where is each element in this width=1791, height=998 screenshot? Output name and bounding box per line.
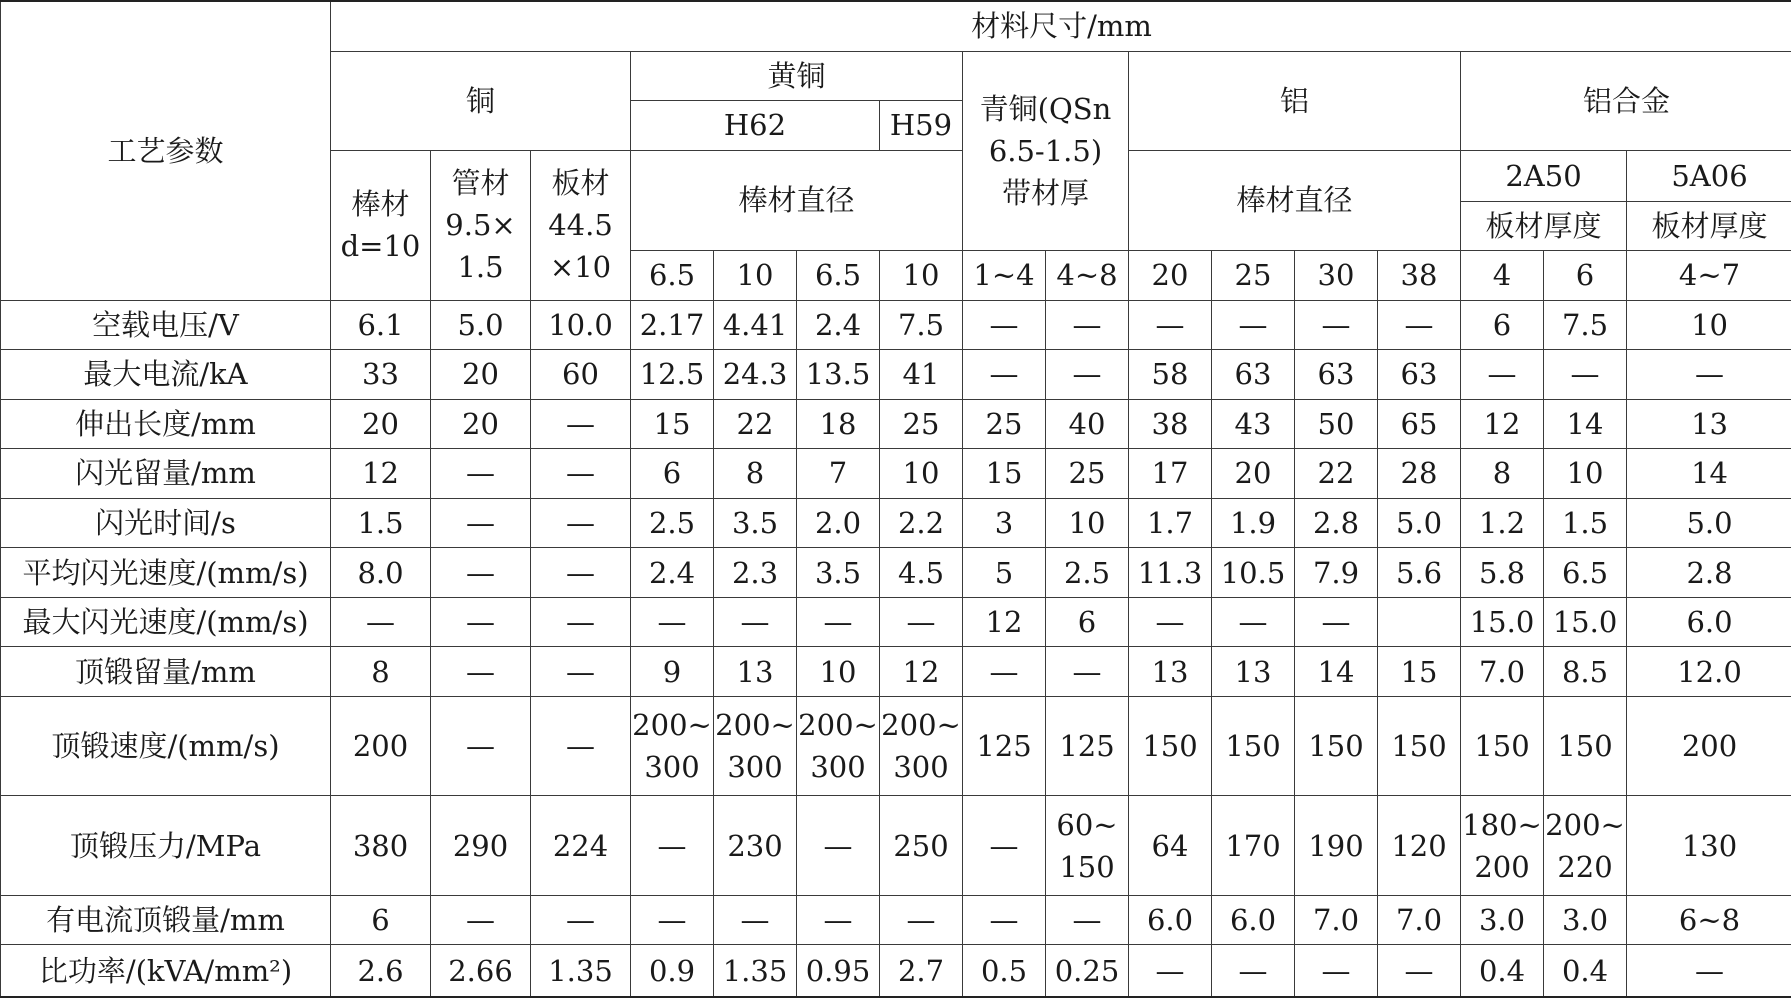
value-cell: 6.1 (331, 300, 431, 349)
copper-tube-header (431, 150, 531, 300)
value-cell: — (963, 796, 1046, 896)
brass-header: 黄铜 (631, 51, 963, 100)
value-cell: — (631, 598, 714, 647)
value-cell: 2.2 (880, 498, 963, 547)
value-cell: 150 (1461, 697, 1544, 796)
table-row (1, 399, 1791, 448)
value-cell: 170 (1212, 796, 1295, 896)
value-cell: 12 (963, 598, 1046, 647)
value-cell: 15.0 (1461, 598, 1544, 647)
value-cell: — (880, 598, 963, 647)
value-cell: 43 (1212, 399, 1295, 448)
value-cell: 15 (963, 448, 1046, 498)
value-cell: 13.5 (797, 349, 880, 399)
value-cell: 20 (1212, 448, 1295, 498)
value-cell: — (531, 399, 631, 448)
value-cell: 2.8 (1627, 548, 1791, 598)
value-cell: 15.0 (1544, 598, 1627, 647)
value-cell: — (531, 697, 631, 796)
value-cell: — (714, 896, 797, 945)
value-cell: 25 (963, 399, 1046, 448)
value-cell: — (1129, 945, 1212, 997)
row-label: 最大电流/kA (1, 349, 331, 399)
brass-rod-diameter-header: 棒材直径 (631, 150, 963, 250)
value-cell: 8.0 (331, 548, 431, 598)
value-cell: 200 (1627, 697, 1791, 796)
value-cell (1378, 598, 1461, 647)
value-cell: 10 (880, 448, 963, 498)
value-cell: 150 (1212, 697, 1295, 796)
bronze-line-2: 6.5-1.5) (988, 133, 1103, 168)
value-cell: — (431, 498, 531, 547)
value-cell: — (1046, 349, 1129, 399)
value-cell: — (631, 896, 714, 945)
value-cell: 180~ 200 (1461, 796, 1544, 896)
value-cell: 6 (631, 448, 714, 498)
value-cell: 250 (880, 796, 963, 896)
value-cell: 22 (714, 399, 797, 448)
a5a06-header (1627, 150, 1791, 250)
al-alloy-header: 铝合金 (1461, 51, 1791, 150)
value-cell: — (431, 448, 531, 498)
table-row (1, 647, 1791, 697)
bronze-line-3: 带材厚 (1001, 175, 1089, 210)
size-cell: 30 (1295, 250, 1378, 300)
size-cell: 10 (714, 250, 797, 300)
value-cell: 14 (1627, 448, 1791, 498)
value-cell: 10 (1627, 300, 1791, 349)
size-cell: 4~8 (1046, 250, 1129, 300)
value-cell: 150 (1129, 697, 1212, 796)
row-label: 平均闪光速度/(mm/s) (1, 548, 331, 598)
value-cell: 0.9 (631, 945, 714, 997)
value-cell: 6~8 (1627, 896, 1791, 945)
value-cell: — (1046, 300, 1129, 349)
value-cell: 14 (1295, 647, 1378, 697)
table-row (1, 300, 1791, 349)
size-cell: 4~7 (1627, 250, 1791, 300)
value-cell: — (1627, 945, 1791, 997)
value-cell: 18 (797, 399, 880, 448)
a2a50-label: 2A50 (1461, 151, 1626, 202)
value-cell: — (797, 896, 880, 945)
size-cell: 20 (1129, 250, 1212, 300)
value-cell: 10 (797, 647, 880, 697)
value-cell: 9 (631, 647, 714, 697)
value-cell: — (1378, 300, 1461, 349)
value-cell: 38 (1129, 399, 1212, 448)
value-cell: 200~ 300 (714, 697, 797, 796)
h62-header: H62 (631, 100, 880, 150)
value-cell: 6.5 (1544, 548, 1627, 598)
value-cell: — (431, 647, 531, 697)
size-cell: 4 (1461, 250, 1544, 300)
table-row (1, 697, 1791, 796)
value-cell: 2.0 (797, 498, 880, 547)
plate-size-line-3: ×10 (549, 250, 612, 285)
value-cell: 2.17 (631, 300, 714, 349)
value-cell: 2.5 (631, 498, 714, 547)
value-cell: — (1212, 300, 1295, 349)
row-label: 闪光留量/mm (1, 448, 331, 498)
value-cell: — (1544, 349, 1627, 399)
value-cell: 1.2 (1461, 498, 1544, 547)
value-cell: — (431, 548, 531, 598)
value-cell: 150 (1295, 697, 1378, 796)
value-cell: — (1295, 598, 1378, 647)
value-cell: — (714, 598, 797, 647)
value-cell: 12 (1461, 399, 1544, 448)
value-cell: 7.0 (1378, 896, 1461, 945)
value-cell: 290 (431, 796, 531, 896)
value-cell: 190 (1295, 796, 1378, 896)
value-cell: 0.5 (963, 945, 1046, 997)
value-cell: 4.41 (714, 300, 797, 349)
value-cell: 22 (1295, 448, 1378, 498)
value-cell: 24.3 (714, 349, 797, 399)
value-cell: — (1295, 945, 1378, 997)
size-cell: 6.5 (797, 250, 880, 300)
value-cell: 2.3 (714, 548, 797, 598)
tube-size-line-3: 1.5 (457, 250, 504, 285)
value-cell: 6 (331, 896, 431, 945)
value-cell: 6.0 (1627, 598, 1791, 647)
value-cell: 10 (1046, 498, 1129, 547)
value-cell: 41 (880, 349, 963, 399)
value-cell: 0.4 (1461, 945, 1544, 997)
value-cell: 7.0 (1295, 896, 1378, 945)
value-cell: 130 (1627, 796, 1791, 896)
value-cell: — (1295, 300, 1378, 349)
value-cell: 6 (1046, 598, 1129, 647)
value-cell: 7.5 (1544, 300, 1627, 349)
table-row (1, 896, 1791, 945)
table-row (1, 448, 1791, 498)
value-cell: 5.8 (1461, 548, 1544, 598)
value-cell: 3.5 (714, 498, 797, 547)
aluminum-header: 铝 (1129, 51, 1461, 150)
value-cell: — (1129, 598, 1212, 647)
value-cell: — (1046, 647, 1129, 697)
value-cell: 13 (714, 647, 797, 697)
value-cell: — (1378, 945, 1461, 997)
value-cell: 63 (1212, 349, 1295, 399)
value-cell: 33 (331, 349, 431, 399)
table-row (1, 548, 1791, 598)
value-cell: 3.0 (1544, 896, 1627, 945)
bronze-header (963, 51, 1129, 250)
value-cell: — (1212, 945, 1295, 997)
value-cell: 63 (1378, 349, 1461, 399)
value-cell: — (431, 697, 531, 796)
al-rod-diameter-header: 棒材直径 (1129, 150, 1461, 250)
value-cell: 230 (714, 796, 797, 896)
value-cell: 2.66 (431, 945, 531, 997)
row-label: 伸出长度/mm (1, 399, 331, 448)
value-cell: 13 (1129, 647, 1212, 697)
value-cell: 5.6 (1378, 548, 1461, 598)
value-cell: 0.95 (797, 945, 880, 997)
a5a06-label: 5A06 (1627, 151, 1791, 202)
copper-rod-header (331, 150, 431, 300)
size-cell: 6.5 (631, 250, 714, 300)
value-cell: 5.0 (431, 300, 531, 349)
table-row (1, 945, 1791, 997)
row-label: 顶锻留量/mm (1, 647, 331, 697)
value-cell: 3.5 (797, 548, 880, 598)
size-cell: 25 (1212, 250, 1295, 300)
a2a50-plate-thickness-label: 板材厚度 (1485, 208, 1602, 243)
value-cell: 10 (1544, 448, 1627, 498)
value-cell: 3.0 (1461, 896, 1544, 945)
row-label: 比功率/(kVA/mm²) (1, 945, 331, 997)
size-cell: 1~4 (963, 250, 1046, 300)
value-cell: 10.5 (1212, 548, 1295, 598)
value-cell: 224 (531, 796, 631, 896)
value-cell: 1.35 (714, 945, 797, 997)
plate-size-line-2: 44.5 (548, 208, 613, 243)
value-cell: 20 (431, 399, 531, 448)
copper-plate-header (531, 150, 631, 300)
value-cell: 7 (797, 448, 880, 498)
value-cell: 3 (963, 498, 1046, 547)
value-cell: 150 (1378, 697, 1461, 796)
value-cell: 5 (963, 548, 1046, 598)
value-cell: 200~ 300 (797, 697, 880, 796)
value-cell: 12 (880, 647, 963, 697)
value-cell: 0.4 (1544, 945, 1627, 997)
value-cell: — (531, 448, 631, 498)
value-cell: 12.5 (631, 349, 714, 399)
value-cell: 6 (1461, 300, 1544, 349)
value-cell: 8 (714, 448, 797, 498)
value-cell: 25 (880, 399, 963, 448)
row-label: 顶锻速度/(mm/s) (1, 697, 331, 796)
value-cell: 1.35 (531, 945, 631, 997)
value-cell: 7.5 (880, 300, 963, 349)
value-cell: 40 (1046, 399, 1129, 448)
value-cell: — (797, 598, 880, 647)
table-row (1, 796, 1791, 896)
value-cell: 13 (1212, 647, 1295, 697)
row-label: 有电流顶锻量/mm (1, 896, 331, 945)
value-cell: 200 (331, 697, 431, 796)
value-cell: 15 (1378, 647, 1461, 697)
value-cell: 25 (1046, 448, 1129, 498)
value-cell: — (531, 498, 631, 547)
value-cell: 120 (1378, 796, 1461, 896)
value-cell: 1.5 (331, 498, 431, 547)
value-cell: — (331, 598, 431, 647)
value-cell: — (431, 598, 531, 647)
value-cell: 200~ 220 (1544, 796, 1627, 896)
value-cell: — (963, 349, 1046, 399)
value-cell: 125 (1046, 697, 1129, 796)
value-cell: 10.0 (531, 300, 631, 349)
value-cell: 1.9 (1212, 498, 1295, 547)
row-label: 最大闪光速度/(mm/s) (1, 598, 331, 647)
row-label: 闪光时间/s (1, 498, 331, 547)
value-cell: 0.25 (1046, 945, 1129, 997)
value-cell: 6.0 (1129, 896, 1212, 945)
value-cell: 2.8 (1295, 498, 1378, 547)
value-cell: 14 (1544, 399, 1627, 448)
value-cell: 50 (1295, 399, 1378, 448)
value-cell: — (1212, 598, 1295, 647)
value-cell: 2.6 (331, 945, 431, 997)
value-cell: 7.9 (1295, 548, 1378, 598)
value-cell: — (531, 896, 631, 945)
value-cell: 8 (1461, 448, 1544, 498)
value-cell: — (1129, 300, 1212, 349)
value-cell: 4.5 (880, 548, 963, 598)
value-cell: 20 (431, 349, 531, 399)
value-cell: — (1627, 349, 1791, 399)
value-cell: — (431, 896, 531, 945)
value-cell: 12 (331, 448, 431, 498)
value-cell: 200~ 300 (880, 697, 963, 796)
value-cell: 58 (1129, 349, 1212, 399)
material-size-header: 材料尺寸/mm (331, 1, 1791, 51)
value-cell: 60 (531, 349, 631, 399)
value-cell: 380 (331, 796, 431, 896)
value-cell: 2.7 (880, 945, 963, 997)
value-cell: 7.0 (1461, 647, 1544, 697)
value-cell: 6.0 (1212, 896, 1295, 945)
table-row (1, 349, 1791, 399)
value-cell: 11.3 (1129, 548, 1212, 598)
rod-diameter-label: d=10 (340, 229, 421, 264)
value-cell: 8 (331, 647, 431, 697)
value-cell: 20 (331, 399, 431, 448)
value-cell: 17 (1129, 448, 1212, 498)
value-cell: — (797, 796, 880, 896)
value-cell: — (531, 598, 631, 647)
plate-label: 板材 (551, 166, 610, 201)
value-cell: 125 (963, 697, 1046, 796)
value-cell: 5.0 (1378, 498, 1461, 547)
bronze-line-1: 青铜(QSn (979, 91, 1112, 126)
value-cell: 15 (631, 399, 714, 448)
value-cell: 2.4 (631, 548, 714, 598)
value-cell: 5.0 (1627, 498, 1791, 547)
row-label: 空载电压/V (1, 300, 331, 349)
param-column-header: 工艺参数 (1, 1, 331, 300)
value-cell: — (531, 548, 631, 598)
value-cell: 64 (1129, 796, 1212, 896)
tube-size-line-2: 9.5× (445, 208, 516, 243)
value-cell: — (963, 647, 1046, 697)
value-cell: 60~ 150 (1046, 796, 1129, 896)
value-cell: 200~ 300 (631, 697, 714, 796)
table-row (1, 598, 1791, 647)
value-cell: 2.5 (1046, 548, 1129, 598)
value-cell: — (531, 647, 631, 697)
value-cell: 1.7 (1129, 498, 1212, 547)
value-cell: 65 (1378, 399, 1461, 448)
value-cell: 28 (1378, 448, 1461, 498)
size-cell: 6 (1544, 250, 1627, 300)
value-cell: 150 (1544, 697, 1627, 796)
value-cell: 63 (1295, 349, 1378, 399)
rod-label: 棒材 (351, 187, 410, 222)
value-cell: — (1461, 349, 1544, 399)
a2a50-header (1461, 150, 1627, 250)
h59-header: H59 (880, 100, 963, 150)
a5a06-plate-thickness-label: 板材厚度 (1651, 208, 1768, 243)
value-cell: 12.0 (1627, 647, 1791, 697)
size-cell: 38 (1378, 250, 1461, 300)
size-cell: 10 (880, 250, 963, 300)
value-cell: 13 (1627, 399, 1791, 448)
value-cell: — (1046, 896, 1129, 945)
value-cell: 2.4 (797, 300, 880, 349)
table-row (1, 498, 1791, 547)
value-cell: — (880, 896, 963, 945)
row-label: 顶锻压力/MPa (1, 796, 331, 896)
value-cell: 8.5 (1544, 647, 1627, 697)
value-cell: 1.5 (1544, 498, 1627, 547)
copper-header: 铜 (331, 51, 631, 150)
value-cell: — (631, 796, 714, 896)
value-cell: — (963, 300, 1046, 349)
value-cell: — (963, 896, 1046, 945)
tube-label: 管材 (451, 166, 510, 201)
